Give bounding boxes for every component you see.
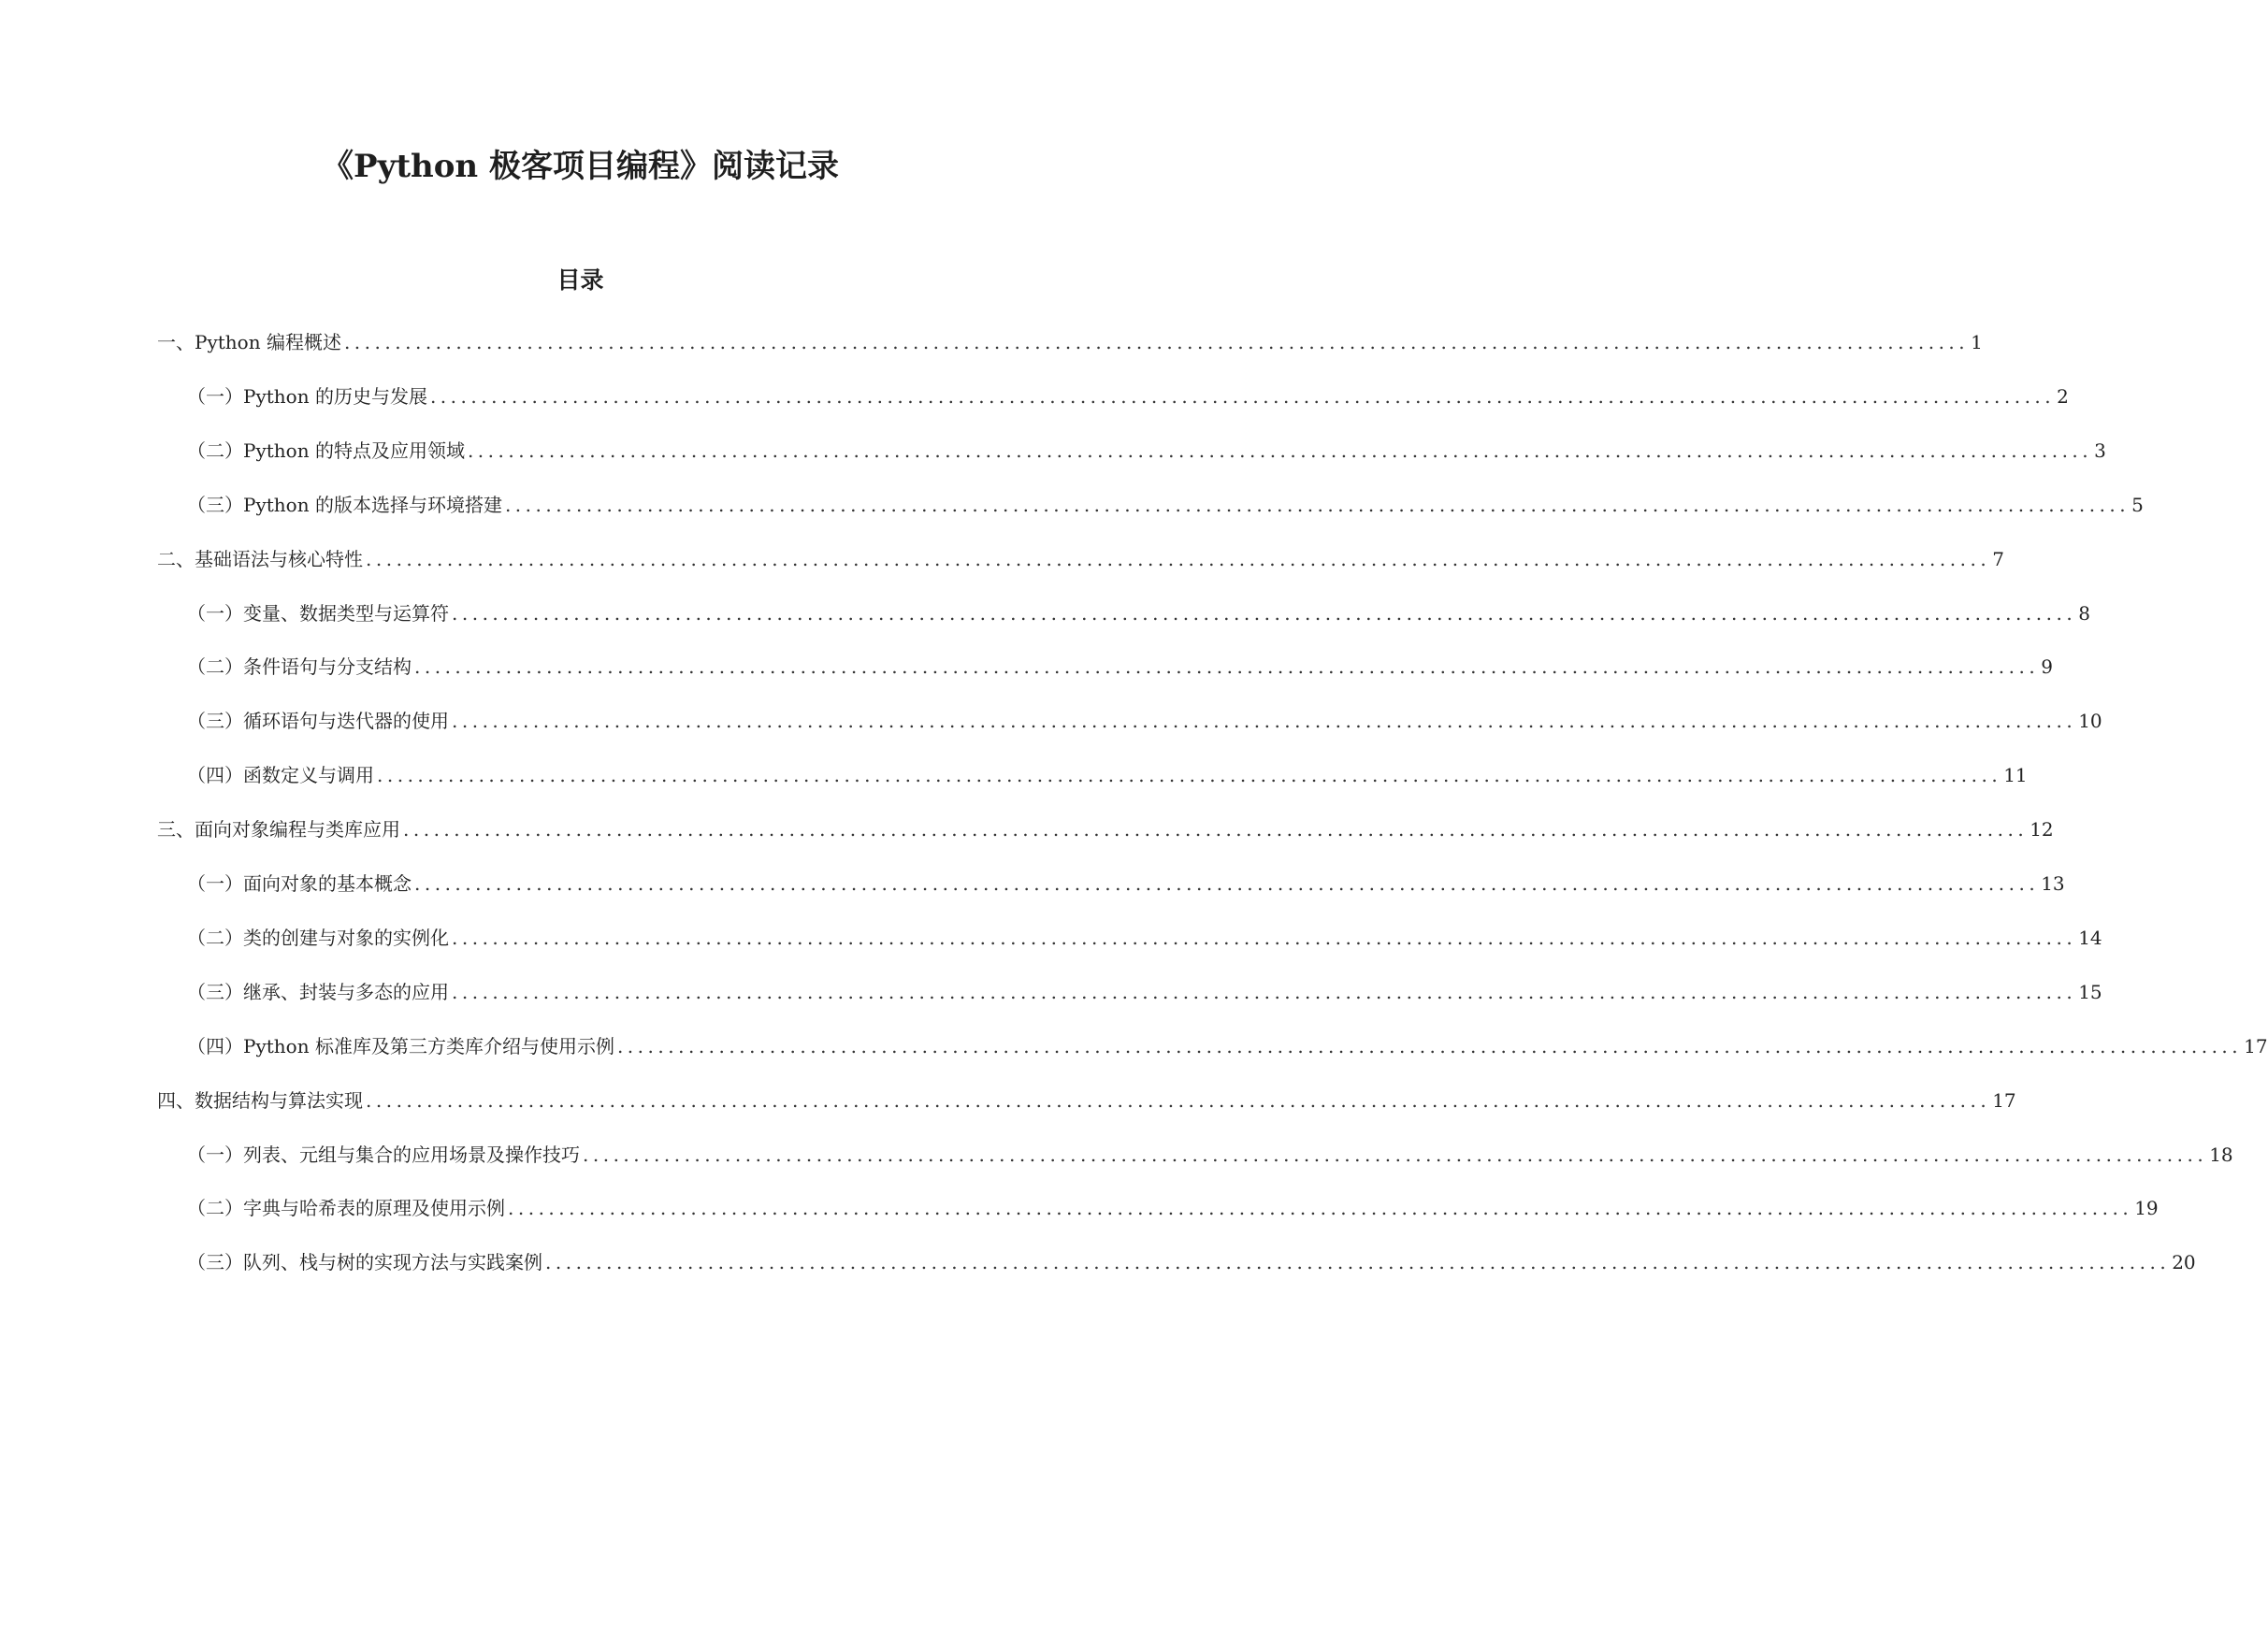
toc-entry-page-number: 10 <box>2078 710 2102 732</box>
toc-entry-page-number: 13 <box>2041 872 2065 895</box>
toc-dot-leader: ................................................................................................................................................................ <box>366 548 1991 570</box>
toc-entry-label: （三）继承、封装与多态的应用 <box>187 981 449 1003</box>
toc-entry[interactable] <box>157 809 2054 842</box>
toc-dot-leader: ................................................................................................................................................................ <box>414 872 2040 895</box>
toc-dot-leader: ................................................................................................................................................................ <box>403 818 2029 841</box>
toc-entry[interactable] <box>157 322 1983 355</box>
toc-entry-page-number: 14 <box>2078 927 2102 949</box>
toc-entry-page-number: 3 <box>2094 439 2106 462</box>
toc-entry-page-number: 18 <box>2209 1144 2233 1166</box>
toc-entry[interactable] <box>187 593 2090 626</box>
toc-entry-page-number: 19 <box>2134 1197 2159 1219</box>
toc-entry[interactable] <box>187 430 2106 464</box>
toc-entry[interactable] <box>187 863 2065 897</box>
toc-entry-page-number: 11 <box>2003 764 2028 786</box>
toc-dot-leader: ................................................................................................................................................................ <box>452 710 2077 732</box>
toc-heading: 目录 <box>556 266 604 294</box>
toc-dot-leader: ................................................................................................................................................................ <box>583 1144 2208 1166</box>
toc-entry[interactable] <box>187 376 2069 410</box>
toc-entry-label: （四）Python 标准库及第三方类库介绍与使用示例 <box>187 1035 614 1057</box>
toc-dot-leader: ................................................................................................................................................................ <box>414 655 2040 678</box>
toc-entry[interactable] <box>157 1080 2016 1114</box>
toc-dot-leader: ................................................................................................................................................................ <box>452 602 2077 625</box>
toc-entry-label: （三）Python 的版本选择与环境搭建 <box>187 494 502 516</box>
toc-entry[interactable] <box>187 755 2028 788</box>
toc-entry-label: （二）字典与哈希表的原理及使用示例 <box>187 1197 505 1219</box>
toc-entry[interactable] <box>157 539 2004 572</box>
toc-entry-page-number: 8 <box>2078 602 2090 625</box>
toc-entry-label: （一）变量、数据类型与运算符 <box>187 602 449 625</box>
toc-dot-leader: ................................................................................................................................................................ <box>429 385 2056 408</box>
toc-dot-leader: ................................................................................................................................................................ <box>467 439 2093 462</box>
toc-entry[interactable] <box>187 971 2102 1005</box>
toc-entry-page-number: 17 <box>2244 1035 2268 1057</box>
toc-entry-page-number: 1 <box>1971 331 1983 353</box>
toc-entry-label: （三）队列、栈与树的实现方法与实践案例 <box>187 1251 542 1273</box>
toc-entry-label: （一）面向对象的基本概念 <box>187 872 412 895</box>
toc-dot-leader: ................................................................................................................................................................ <box>508 1197 2133 1219</box>
toc-entry-page-number: 15 <box>2078 981 2102 1003</box>
toc-entry-label: （二）条件语句与分支结构 <box>187 655 412 678</box>
toc-entry[interactable] <box>187 1187 2159 1221</box>
toc-entry-page-number: 5 <box>2131 494 2144 516</box>
toc-entry[interactable] <box>187 917 2102 951</box>
toc-dot-leader: ................................................................................................................................................................ <box>452 981 2077 1003</box>
toc-dot-leader: ................................................................................................................................................................ <box>377 764 2002 786</box>
toc-entry[interactable] <box>187 1242 2196 1275</box>
toc-dot-leader: ................................................................................................................................................................ <box>616 1035 2243 1057</box>
toc-dot-leader: ................................................................................................................................................................ <box>343 331 1970 353</box>
toc-entry-page-number: 17 <box>1992 1089 2016 1112</box>
toc-entry-page-number: 7 <box>1992 548 2004 570</box>
toc-entry[interactable] <box>187 700 2102 734</box>
toc-dot-leader: ................................................................................................................................................................ <box>452 927 2077 949</box>
toc-entry-page-number: 12 <box>2030 818 2054 841</box>
toc-entry-page-number: 9 <box>2041 655 2053 678</box>
toc-entry-label: （二）类的创建与对象的实例化 <box>187 927 449 949</box>
toc-entry-label: （一）列表、元组与集合的应用场景及操作技巧 <box>187 1144 580 1166</box>
document-title: 《Python 极客项目编程》阅读记录 <box>322 148 839 185</box>
toc-entry-label: 一、Python 编程概述 <box>157 331 341 353</box>
toc-entry-label: （四）函数定义与调用 <box>187 764 374 786</box>
toc-entry-page-number: 2 <box>2057 385 2069 408</box>
toc-entry[interactable] <box>187 646 2053 680</box>
toc-entry[interactable] <box>187 484 2144 518</box>
toc-entry[interactable] <box>187 1134 2233 1168</box>
toc-entry-label: （一）Python 的历史与发展 <box>187 385 427 408</box>
toc-dot-leader: ................................................................................................................................................................ <box>366 1089 1991 1112</box>
toc-entry-label: 四、数据结构与算法实现 <box>157 1089 363 1112</box>
toc-entry-label: 三、面向对象编程与类库应用 <box>157 818 400 841</box>
toc-entry-label: （二）Python 的特点及应用领域 <box>187 439 465 462</box>
toc-entry-page-number: 20 <box>2172 1251 2196 1273</box>
toc-entry-label: 二、基础语法与核心特性 <box>157 548 363 570</box>
toc-entry[interactable] <box>187 1026 2268 1059</box>
toc-dot-leader: ................................................................................................................................................................ <box>504 494 2131 516</box>
toc-dot-leader: ................................................................................................................................................................ <box>545 1251 2171 1273</box>
toc-entry-label: （三）循环语句与迭代器的使用 <box>187 710 449 732</box>
